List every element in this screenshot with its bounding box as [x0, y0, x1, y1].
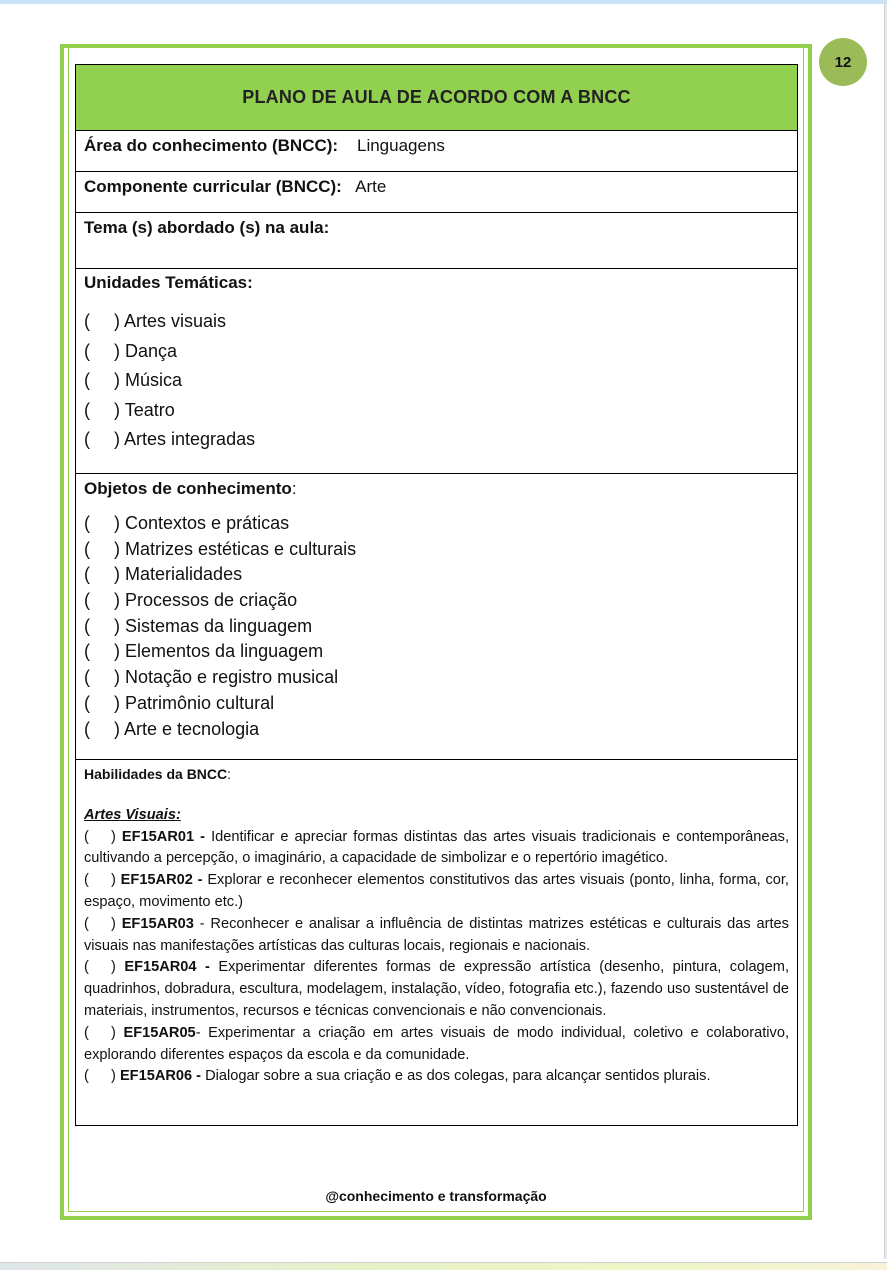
- skill-item[interactable]: ( ) EF15AR01 - Identificar e apreciar formas distintas das artes visuais tradicionais e contemporâneas, cultivando a percepção, o imaginário, a capacidade de simbolizar e o repertório imagético.: [84, 828, 789, 867]
- checklist-label: Materialidades: [125, 564, 243, 585]
- field-value: Linguagens: [357, 136, 445, 155]
- skill-code: EF15AR06 -: [119, 1068, 202, 1085]
- checkbox-placeholder[interactable]: (: [84, 429, 90, 450]
- checklist-item[interactable]: ( ) Notação e registro musical: [84, 665, 789, 691]
- skill-code: EF15AR05: [123, 1024, 196, 1041]
- checklist-label: Sistemas da linguagem: [125, 615, 313, 636]
- checklist-item[interactable]: ( ) Sistemas da linguagem: [84, 614, 789, 640]
- checklist-label: Música: [125, 370, 183, 391]
- checkbox-placeholder[interactable]: (: [84, 959, 89, 976]
- checklist-label: Elementos da linguagem: [125, 641, 324, 662]
- checkbox-placeholder[interactable]: (: [84, 590, 90, 611]
- field-value: Arte: [355, 177, 387, 196]
- checklist-item[interactable]: ( ) Elementos da linguagem: [84, 639, 789, 665]
- checkbox-placeholder[interactable]: (: [84, 340, 90, 361]
- checklist-item[interactable]: ( ) Matrizes estéticas e culturais: [84, 537, 789, 563]
- viewer-top-bar: [0, 0, 887, 4]
- checklist-label: Artes visuais: [124, 311, 227, 331]
- subsection-heading-artes-visuais: Artes Visuais:: [84, 806, 181, 823]
- checklist-item[interactable]: ( ) Patrimônio cultural: [84, 691, 789, 717]
- field-label: Área do conhecimento (BNCC):: [84, 136, 339, 155]
- checklist-item[interactable]: ( ) Materialidades: [84, 562, 789, 588]
- checklist-label: Processos de criação: [125, 590, 298, 611]
- checklist-item[interactable]: ( ) Processos de criação: [84, 588, 789, 614]
- section-heading: Habilidades da BNCC:: [84, 766, 232, 782]
- field-label: Tema (s) abordado (s) na aula:: [84, 218, 330, 237]
- skill-item[interactable]: ( ) EF15AR04 - Experimentar diferentes formas de expressão artística (desenho, pintura, colagem, quadrinhos, dobradura, escultura, modelagem, instalação, vídeo, fotografia etc.), fazendo uso sustentável de materiais, instrumentos, recursos e técnicas convencionais e não convencionais.: [84, 959, 790, 1019]
- skill-text: - Reconhecer e analisar a influência de distintas matrizes estéticas e culturais das artes visuais nas manifestações artísticas das culturas locais, regionais e nacionais.: [84, 915, 789, 954]
- checkbox-placeholder[interactable]: (: [84, 370, 90, 391]
- section-objetos-conhecimento: [76, 474, 798, 760]
- page-number-badge: [819, 38, 867, 86]
- lesson-plan-table: [75, 64, 798, 1126]
- skill-item[interactable]: ( ) EF15AR05- Experimentar a criação em artes visuais de modo individual, coletivo e colaborativo, explorando diferentes espaços da escola e da comunidade.: [84, 1024, 789, 1063]
- field-label: Componente curricular (BNCC):: [84, 177, 342, 196]
- viewer-bottom-bar: [0, 1262, 887, 1270]
- checkbox-placeholder[interactable]: (: [84, 1024, 89, 1041]
- skill-text: - Experimentar a criação em artes visuais de modo individual, coletivo e colaborativo, explorando diferentes espaços da escola e da comunidade.: [84, 1024, 789, 1063]
- skill-code: EF15AR04 -: [124, 959, 210, 976]
- skill-text: Explorar e reconhecer elementos constitutivos das artes visuais (ponto, linha, forma, cor, espaço, movimento etc.): [84, 872, 789, 910]
- checklist-label: Patrimônio cultural: [125, 692, 275, 713]
- checkbox-placeholder[interactable]: (: [84, 718, 90, 739]
- section-unidades-tematicas: [76, 269, 798, 474]
- field-tema-abordado[interactable]: [76, 213, 798, 269]
- objetos-checklist: [84, 511, 789, 742]
- checklist-label: Arte e tecnologia: [124, 718, 260, 739]
- checklist-item[interactable]: ( ) Dança: [84, 337, 789, 367]
- checkbox-placeholder[interactable]: (: [84, 311, 90, 331]
- skill-code: EF15AR01 -: [121, 828, 206, 845]
- checkbox-placeholder[interactable]: (: [84, 641, 90, 662]
- checklist-item[interactable]: ( ) Teatro: [84, 396, 789, 426]
- checklist-item[interactable]: ( ) Arte e tecnologia: [84, 717, 789, 743]
- section-heading: Objetos de conhecimento:: [84, 479, 297, 498]
- checklist-label: Dança: [125, 340, 178, 361]
- checkbox-placeholder[interactable]: (: [84, 513, 90, 533]
- checkbox-placeholder[interactable]: (: [84, 692, 90, 713]
- page-number: 12: [834, 53, 852, 71]
- checkbox-placeholder[interactable]: (: [84, 615, 90, 636]
- skill-item[interactable]: ( ) EF15AR03 - Reconhecer e analisar a influência de distintas matrizes estéticas e culturais das artes visuais nas manifestações artísticas das culturas locais, regionais e nacionais.: [84, 915, 789, 954]
- skill-text: Dialogar sobre a sua criação e as dos colegas, para alcançar sentidos plurais.: [205, 1068, 711, 1085]
- section-heading: Unidades Temáticas:: [84, 273, 253, 292]
- skill-code: EF15AR03: [121, 915, 194, 932]
- checklist-label: Matrizes estéticas e culturais: [125, 538, 357, 559]
- field-area-conhecimento[interactable]: [76, 131, 798, 172]
- skill-item[interactable]: ( ) EF15AR06 - Dialogar sobre a sua criação e as dos colegas, para alcançar sentidos plurais.: [84, 1066, 789, 1088]
- checklist-label: Teatro: [124, 399, 175, 420]
- field-componente-curricular[interactable]: [76, 172, 798, 213]
- checkbox-placeholder[interactable]: (: [84, 399, 90, 420]
- lesson-plan: [75, 64, 798, 1126]
- checklist-label: Notação e registro musical: [125, 667, 339, 688]
- footer-credit: @conhecimento e transformação: [325, 1188, 547, 1204]
- checkbox-placeholder[interactable]: (: [84, 564, 90, 585]
- section-habilidades-bncc: [76, 760, 798, 1126]
- checklist-item[interactable]: ( ) Artes integradas: [84, 425, 789, 455]
- checklist-item[interactable]: ( ) Contextos e práticas: [84, 511, 789, 537]
- checkbox-placeholder[interactable]: (: [84, 1068, 89, 1085]
- checkbox-placeholder[interactable]: (: [84, 667, 90, 688]
- checkbox-placeholder[interactable]: (: [84, 915, 89, 932]
- checklist-item[interactable]: ( ) Artes visuais: [84, 307, 789, 337]
- skill-item[interactable]: ( ) EF15AR02 - Explorar e reconhecer elementos constitutivos das artes visuais (ponto, linha, forma, cor, espaço, movimento etc.): [84, 872, 789, 910]
- checkbox-placeholder[interactable]: (: [84, 538, 90, 559]
- checkbox-placeholder[interactable]: (: [84, 872, 89, 889]
- skill-text: Experimentar diferentes formas de expressão artística (desenho, pintura, colagem, quadrinhos, dobradura, escultura, modelagem, instalação, vídeo, fotografia etc.), fazendo uso sustentável de materiais, instrumentos, recursos e técnicas convencionais e não convencionais.: [84, 959, 790, 1019]
- checklist-item[interactable]: ( ) Música: [84, 366, 789, 396]
- skill-text: Identificar e apreciar formas distintas das artes visuais tradicionais e contemporâneas, cultivando a percepção, o imaginário, a capacidade de simbolizar e o repertório imagético.: [84, 828, 789, 867]
- document-title: PLANO DE AULA DE ACORDO COM A BNCC: [76, 65, 798, 131]
- unidades-checklist: [84, 307, 789, 455]
- skill-code: EF15AR02 -: [120, 872, 203, 889]
- checklist-label: Artes integradas: [124, 429, 256, 450]
- checkbox-placeholder[interactable]: (: [84, 828, 89, 845]
- checklist-label: Contextos e práticas: [125, 513, 290, 533]
